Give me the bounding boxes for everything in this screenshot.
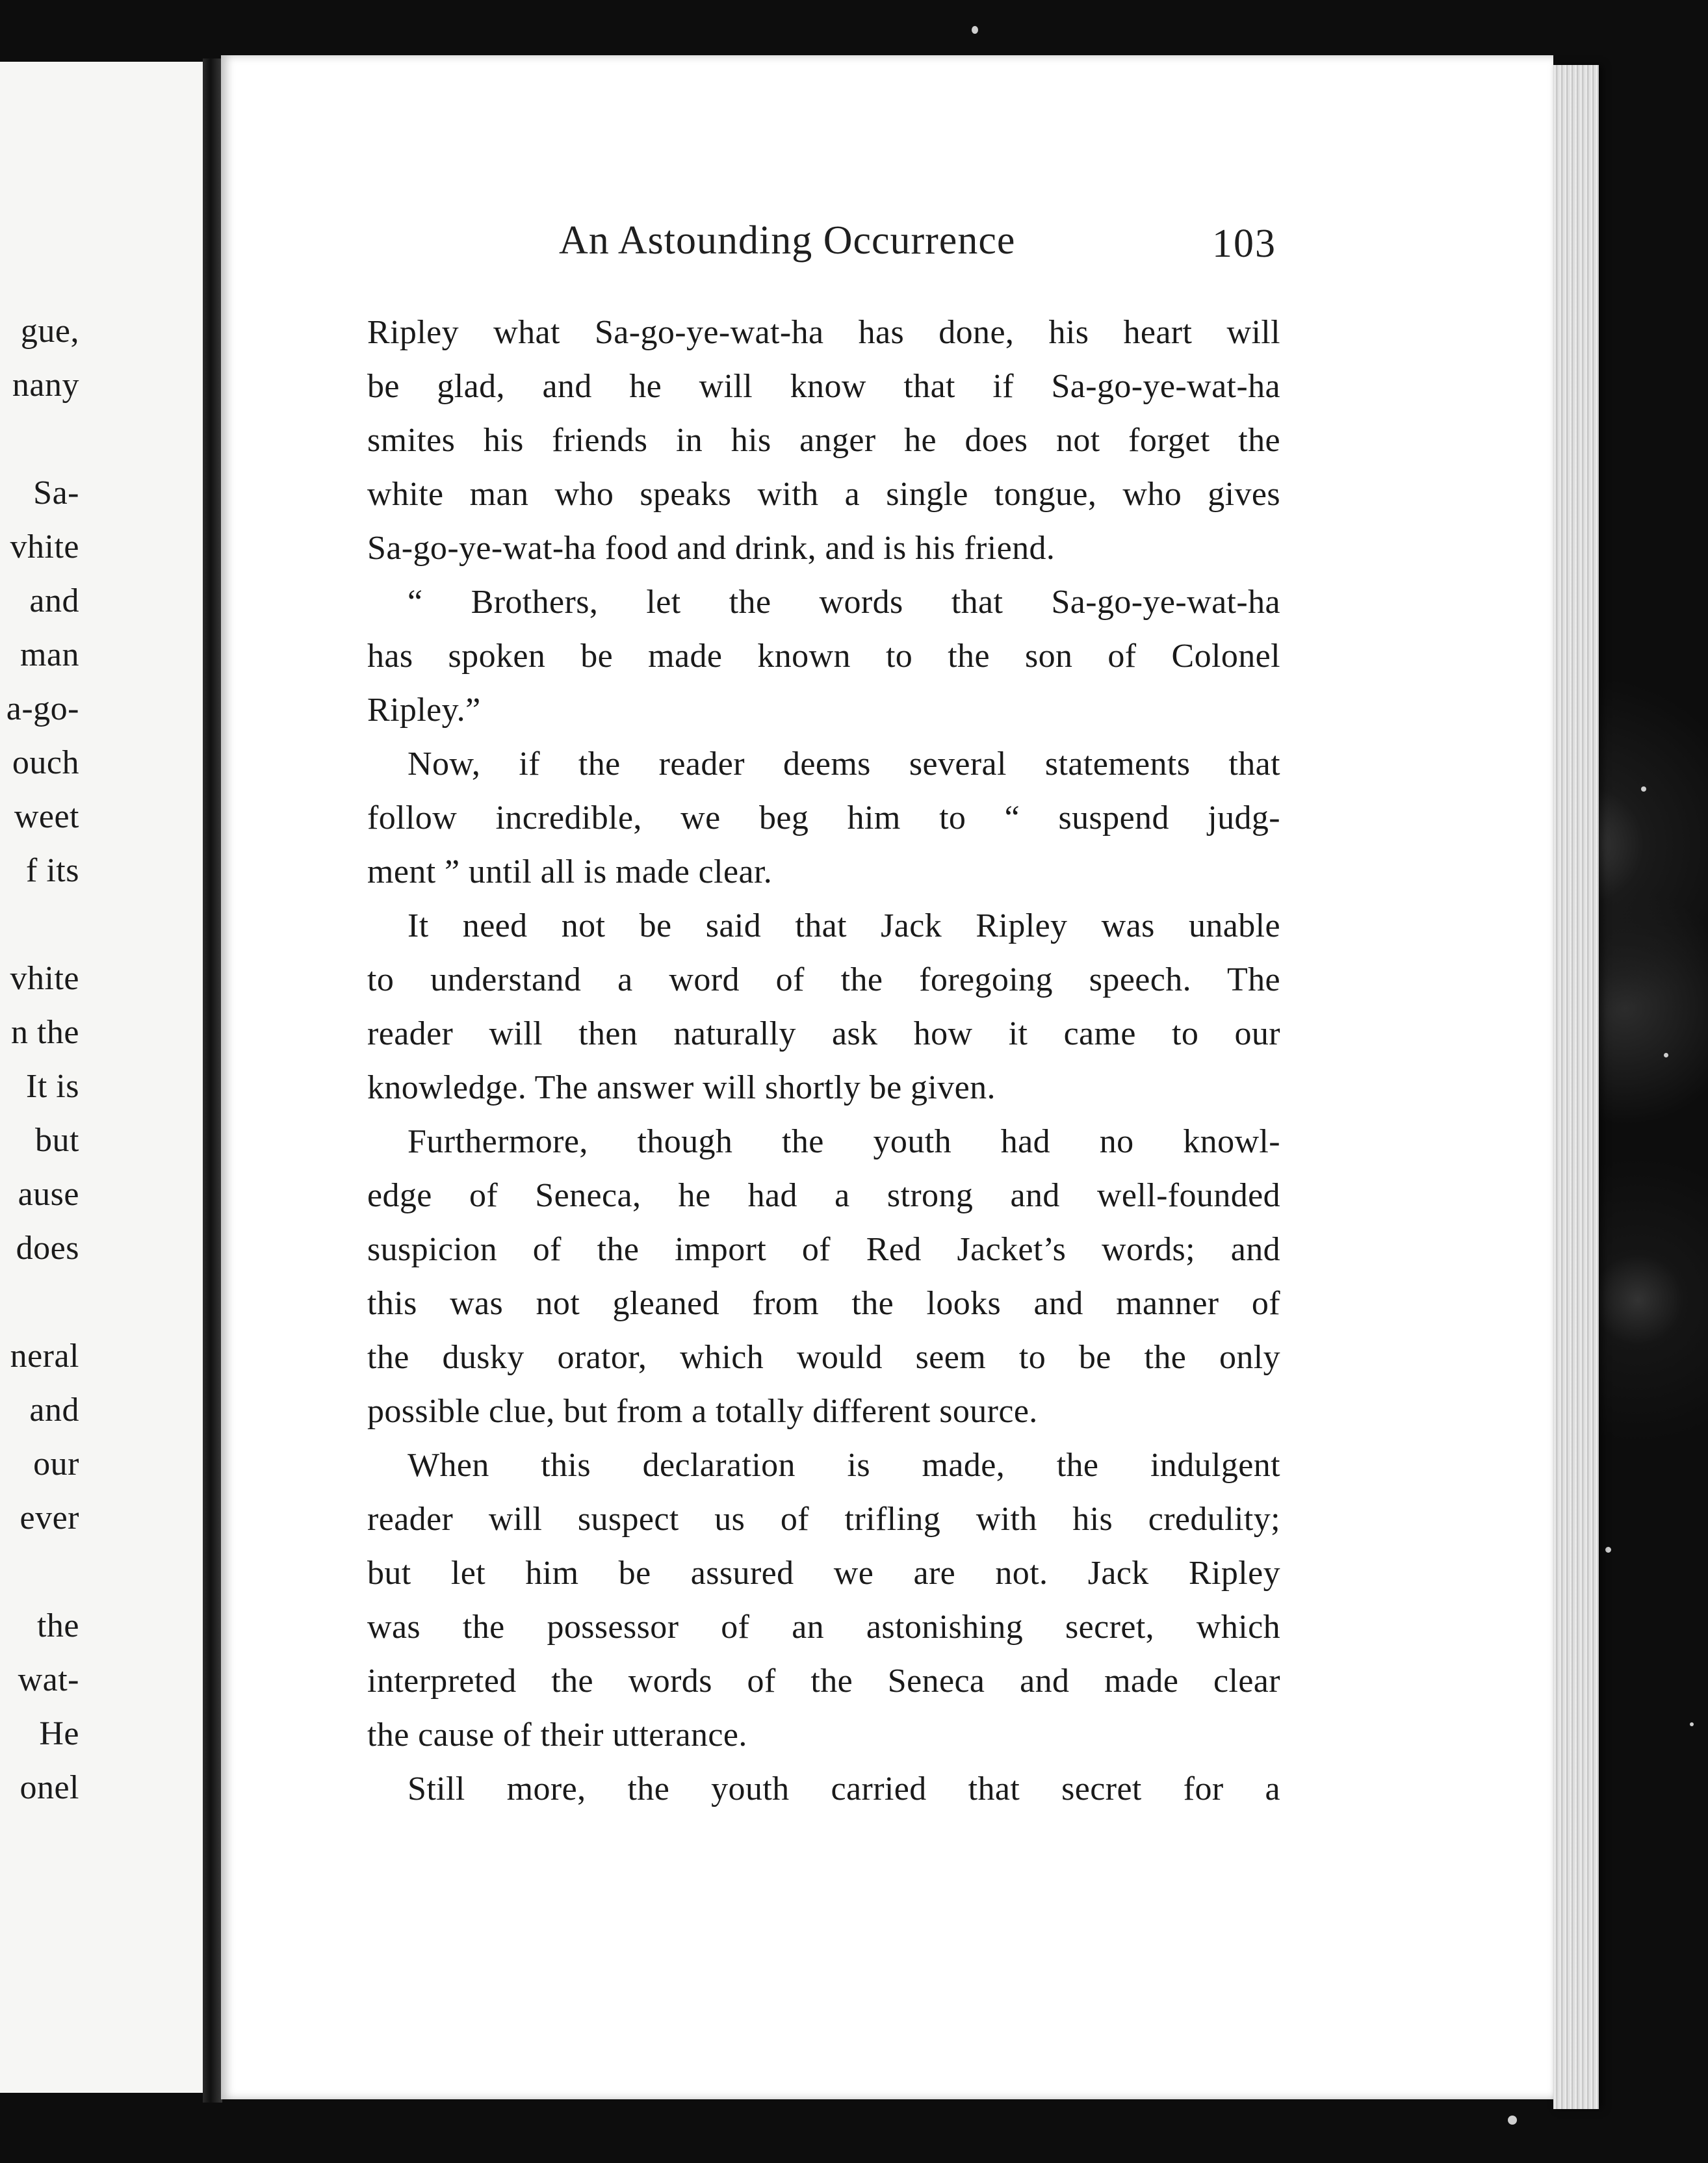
dust-speck <box>1664 1053 1668 1057</box>
previous-page-fragment: He <box>39 1715 79 1752</box>
previous-page-fragment: Sa- <box>33 474 79 512</box>
text-line: white man who speaks with a single tongue, who gives <box>367 476 1280 513</box>
previous-page-fragment: ouch <box>12 744 79 781</box>
dust-speck <box>1605 1547 1611 1553</box>
page-edges <box>1553 65 1599 2109</box>
previous-page-fragment: a-go- <box>6 690 79 727</box>
text-line: When this declaration is made, the indulgent <box>408 1447 1280 1484</box>
text-line: this was not gleaned from the looks and manner of <box>367 1285 1280 1322</box>
text-line: edge of Seneca, he had a strong and well-founded <box>367 1177 1280 1214</box>
text-line: was the possessor of an astonishing secret, which <box>367 1609 1280 1646</box>
previous-page-fragment: vhite <box>10 528 79 565</box>
previous-page-fragment: n the <box>10 1014 79 1051</box>
book-gutter <box>203 58 222 2103</box>
text-line: to understand a word of the foregoing speech. The <box>367 961 1280 998</box>
text-line: reader will suspect us of trifling with his credulity; <box>367 1501 1280 1538</box>
previous-page-fragment: weet <box>14 798 79 835</box>
text-line: Furthermore, though the youth had no knowl- <box>408 1123 1280 1160</box>
previous-page-fragment: wat- <box>18 1661 79 1698</box>
text-line: knowledge. The answer will shortly be given. <box>367 1069 996 1106</box>
text-line: reader will then naturally ask how it came to our <box>367 1015 1280 1052</box>
text-line: Ripley what Sa-go-ye-wat-ha has done, his heart will <box>367 314 1280 351</box>
previous-page-fragment: ever <box>19 1499 79 1536</box>
previous-page-fragment: neral <box>10 1338 79 1375</box>
text-line: the dusky orator, which would seem to be the only <box>367 1339 1280 1376</box>
previous-page-fragment: our <box>33 1445 79 1483</box>
page-number: 103 <box>1212 222 1276 266</box>
text-line: Now, if the reader deems several statements that <box>408 745 1280 783</box>
previous-page-fragment: ause <box>18 1176 79 1213</box>
previous-page-fragment: and <box>29 1392 79 1429</box>
text-line: ment ” until all is made clear. <box>367 853 773 890</box>
previous-page-fragment: It is <box>26 1068 79 1105</box>
running-head: An Astounding Occurrence <box>559 218 1016 263</box>
text-line: but let him be assured we are not. Jack Ripley <box>367 1555 1280 1592</box>
dust-speck <box>972 26 978 34</box>
previous-page-fragment: f its <box>26 852 79 889</box>
text-line: smites his friends in his anger he does not forget the <box>367 422 1280 459</box>
text-line: the cause of their utterance. <box>367 1716 747 1754</box>
body-text <box>367 305 1280 1816</box>
text-line: Still more, the youth carried that secret for a <box>408 1770 1280 1807</box>
text-line: Sa-go-ye-wat-ha food and drink, and is his friend. <box>367 530 1055 567</box>
previous-page-fragment: onel <box>19 1769 79 1806</box>
text-line: be glad, and he will know that if Sa-go-ye-wat-ha <box>367 368 1280 405</box>
dust-speck <box>1690 1722 1694 1726</box>
previous-page-fragment: man <box>19 636 79 673</box>
previous-page-fragment: and <box>29 582 79 619</box>
dust-speck <box>1641 786 1646 792</box>
text-line: has spoken be made known to the son of Colonel <box>367 638 1280 675</box>
text-line: Ripley.” <box>367 692 481 729</box>
text-line: It need not be said that Jack Ripley was unable <box>408 907 1280 944</box>
previous-page-fragment: the <box>36 1607 79 1644</box>
text-line: possible clue, but from a totally different source. <box>367 1393 1038 1430</box>
previous-page-fragment: vhite <box>10 960 79 997</box>
previous-page-fragment: gue, <box>20 313 79 350</box>
text-line: suspicion of the import of Red Jacket’s words; and <box>367 1231 1280 1268</box>
previous-page <box>0 62 203 2093</box>
previous-page-fragment: but <box>35 1122 79 1159</box>
text-line: follow incredible, we beg him to “ suspend judg- <box>367 799 1280 836</box>
dust-speck <box>1508 2116 1517 2125</box>
previous-page-fragment: nany <box>12 367 79 404</box>
previous-page-fragment: does <box>16 1230 79 1267</box>
text-line: “ Brothers, let the words that Sa-go-ye-wat-ha <box>408 584 1280 621</box>
text-line: interpreted the words of the Seneca and made clear <box>367 1663 1280 1700</box>
